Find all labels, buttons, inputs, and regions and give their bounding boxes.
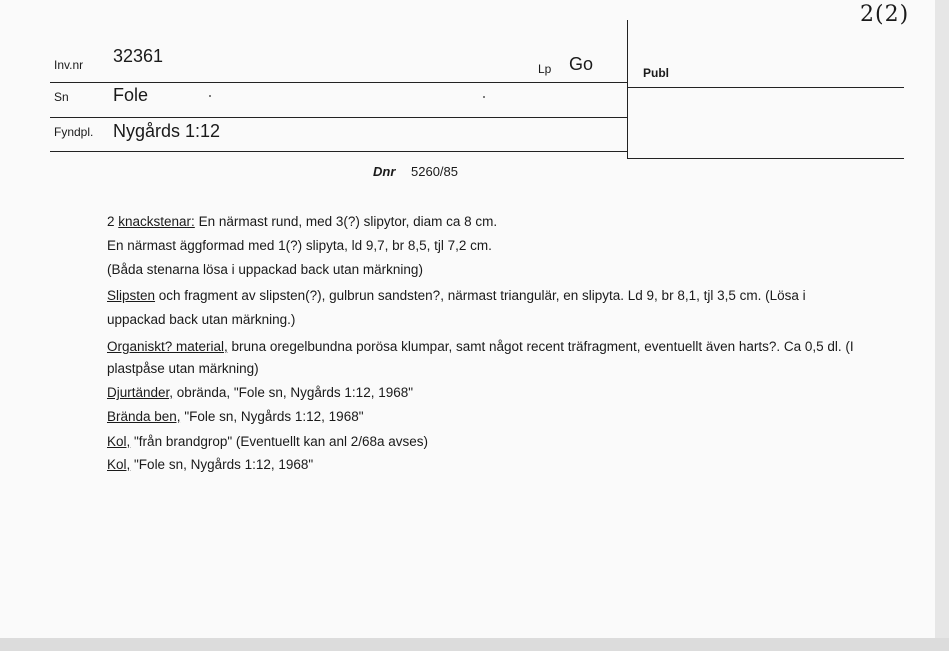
row1-rule (50, 82, 627, 83)
entry-line: plastpåse utan märkning) (107, 361, 259, 376)
speck (209, 95, 211, 97)
dnr-label: Dnr (373, 164, 396, 179)
entry-line: uppackad back utan märkning.) (107, 312, 296, 327)
scan-edge-bottom (0, 638, 949, 651)
scan-edge-right (935, 0, 949, 651)
lp-value: Go (569, 54, 594, 74)
entry-line: Kol, "Fole sn, Nygårds 1:12, 1968" (107, 457, 314, 472)
inv-value: 32361 (113, 46, 164, 66)
dnr-value: 5260/85 (411, 164, 458, 179)
entry-line: Djurtänder, obrända, "Fole sn, Nygårds 1:12, 1968" (107, 385, 414, 400)
entry-line: 2 knackstenar: En närmast rund, med 3(?) slipytor, diam ca 8 cm. (107, 214, 498, 229)
sn-value: Fole (113, 85, 149, 105)
publ-bottom-rule (627, 158, 904, 159)
entry-line: (Båda stenarna lösa i uppackad back utan märkning) (107, 262, 423, 277)
publ-label: Publ (643, 66, 669, 80)
fyndpl-value: Nygårds 1:12 (113, 121, 221, 141)
publ-divider (627, 20, 628, 158)
entry-line: Organiskt? material, bruna oregelbundna porösa klumpar, samt något recent träfragment, eventuellt även harts?. Ca 0,5 dl. (I (107, 339, 854, 354)
entry-line: Brända ben, "Fole sn, Nygårds 1:12, 1968" (107, 409, 364, 424)
lp-label: Lp (538, 62, 552, 76)
speck (483, 96, 485, 98)
sn-label: Sn (54, 90, 69, 104)
entry-line: Kol, "från brandgrop" (Eventuellt kan anl 2/68a avses) (107, 434, 429, 449)
row3-rule (50, 151, 627, 152)
entry-line: En närmast äggformad med 1(?) slipyta, ld 9,7, br 8,5, tjl 7,2 cm. (107, 238, 492, 253)
inv-label: Inv.nr (54, 58, 84, 72)
row2-rule (50, 117, 627, 118)
fyndpl-label: Fyndpl. (54, 125, 94, 139)
entry-line: Slipsten och fragment av slipsten(?), gulbrun sandsten?, närmast triangulär, en slipyta. Ld 9, br 8,1, tjl 3,5 cm. (Lösa i (107, 288, 806, 303)
publ-rule (627, 87, 904, 88)
page-number: 2(2) (860, 2, 910, 27)
